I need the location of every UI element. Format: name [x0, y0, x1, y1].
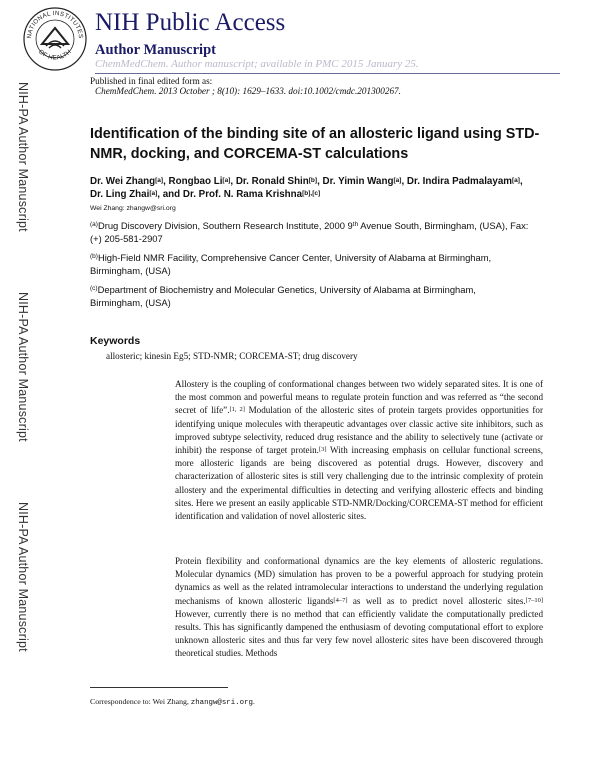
paragraph-text: Modulation of the allosteric sites of protein targets provides opportunities for identifying unique molecules with therapeutic advantages over classic active site inhibitors, such as improved subtype selectivity, reduced drug resistance and the ability to selectively tune (activate or inhibit) the response of target protein. [175, 405, 543, 456]
sidebar-label-2: NIH-PA Author Manuscript [16, 292, 30, 442]
citation-text: ChemMedChem. 2013 October ; 8(10): 1629–1633. doi:10.1002/cmdc.201300267. [95, 86, 401, 96]
correspondence-footnote [90, 697, 255, 707]
author-affiliation-mark: [b],[c] [302, 190, 321, 197]
author-name: Dr. Indira Padmalayam [406, 176, 512, 187]
paragraph-text: With increasing emphasis on cellular functional screens, more allosteric ligands are being discovered as potential drugs. However, discovery and characterization of allosteric sites is still very challenging due to the intrinsic complexity of protein allostery and the experimental difficulties in detecting and verifying allosteric effects and binding sites. Here we present an easily applicable STD-NMR/Docking/CORCEMA-ST method for efficient identification and validation of novel allosteric sites. [175, 445, 544, 522]
affiliation-c [90, 283, 530, 309]
author-manuscript-label: Author Manuscript [95, 42, 216, 58]
affiliation-text: Department of Biochemistry and Molecular Genetics, University of Alabama at Birmingham, Birmingham, (USA) [90, 284, 476, 308]
affiliation-mark: (b) [90, 253, 98, 260]
author-affiliation-mark: [a] [511, 177, 520, 184]
nih-logo [22, 6, 88, 72]
paragraph-text: Protein flexibility and conformational dynamics are the key elements of allosteric regulations. Molecular dynamics (MD) simulation has proven to be a powerful approach for studying protein dynamics as well as the related intramolecular interactions to understand the underlying regulation mechanisms of known allosteric ligands [175, 556, 543, 606]
author-email: Wei Zhang: zhangw@sri.org [90, 205, 176, 212]
published-label: Published in final edited form as: [90, 76, 213, 86]
citation-ref[interactable]: [4–7] [333, 596, 348, 604]
affiliation-text-cont: Avenue South, Birmingham, (USA), Fax: (+) 205-581-2907 [90, 220, 529, 244]
affiliation-a [90, 219, 530, 245]
footnote-end: . [252, 697, 255, 706]
footnote-email[interactable]: zhangw@sri.org [190, 699, 253, 707]
keywords: allosteric; kinesin Eg5; STD-NMR; CORCEMA-ST; drug discovery [106, 351, 358, 361]
author-name: Rongbao Li [168, 176, 223, 187]
sidebar-label-3: NIH-PA Author Manuscript [16, 502, 30, 652]
affiliation-b [90, 251, 530, 277]
author-affiliation-mark: [b] [308, 177, 318, 184]
citation-ref[interactable]: [1, 2] [229, 406, 245, 414]
author-affiliation-mark: [a] [155, 177, 164, 184]
affiliation-mark: (c) [90, 285, 98, 292]
logo-text-bottom: OF HEALTH [37, 48, 73, 62]
affiliation-text: High-Field NMR Facility, Comprehensive Cancer Center, University of Alabama at Birmingham, Birmingham, (USA) [90, 252, 492, 276]
affiliation-mark: (a) [90, 221, 98, 228]
author-list: Dr. Wei Zhang[a], Rongbao Li[a], Dr. Ronald Shin[b], Dr. Yimin Wang[a], Dr. Indira Padmalayam[a], Dr. Ling Zhai[a], and Dr. Prof. N. Rama Krishna[b],[c] [90, 176, 523, 200]
paragraph-text: Allostery is the coupling of conformational changes between two widely separated sites. It is one of the most common and powerful means to regulate protein function and was referred as “the second secret of life”. [175, 379, 543, 416]
author-affiliation-mark: [a] [222, 177, 231, 184]
logo-text-top: NATIONAL INSTITUTES [25, 9, 85, 39]
author-name: Dr. Ling Zhai [90, 189, 150, 200]
article-title: Identification of the binding site of an allosteric ligand using STD-NMR, docking, and CORCEMA-ST calculations [90, 126, 540, 162]
citation-ref[interactable]: [3] [318, 446, 327, 454]
keywords-heading: Keywords [90, 335, 141, 347]
author-affiliation-mark: [a] [149, 190, 158, 197]
author-name: Dr. Ronald Shin [235, 176, 309, 187]
footnote-text: Correspondence to: Wei Zhang, [90, 697, 191, 706]
paragraph-text: as well as to predict novel allosteric sites. [347, 595, 526, 606]
svg-text:OF HEALTH [37, 48, 73, 61]
citation [95, 86, 401, 96]
paragraph-1 [175, 378, 543, 523]
ordinal-suffix: th [352, 221, 359, 228]
author-name: Dr. Yimin Wang [322, 176, 394, 187]
paragraph-text: However, currently there is no method that can efficiently validate the computationally predicted results. This has significantly dampened the enthusiasm of devoting computational effort to explore unknown allosteric sites and thus far very few novel allosteric sites have been discovered through theoretical studies. Methods [175, 608, 543, 659]
author-name: Dr. Prof. N. Rama Krishna [182, 189, 303, 200]
availability-note: ChemMedChem. Author manuscript; available in PMC 2015 January 25. [95, 58, 419, 70]
sidebar-label-1: NIH-PA Author Manuscript [16, 82, 30, 232]
citation-ref[interactable]: [7–10] [525, 596, 543, 604]
author-name: Dr. Wei Zhang [90, 176, 156, 187]
paragraph-2 [175, 555, 543, 661]
header-rule [95, 73, 560, 74]
author-affiliation-mark: [a] [393, 177, 402, 184]
svg-text:NATIONAL INSTITUTES [26, 10, 84, 39]
nih-public-access-title: NIH Public Access [95, 9, 286, 36]
footnote-rule [90, 687, 228, 688]
affiliation-text: Drug Discovery Division, Southern Research Institute, 2000 9 [97, 220, 353, 231]
